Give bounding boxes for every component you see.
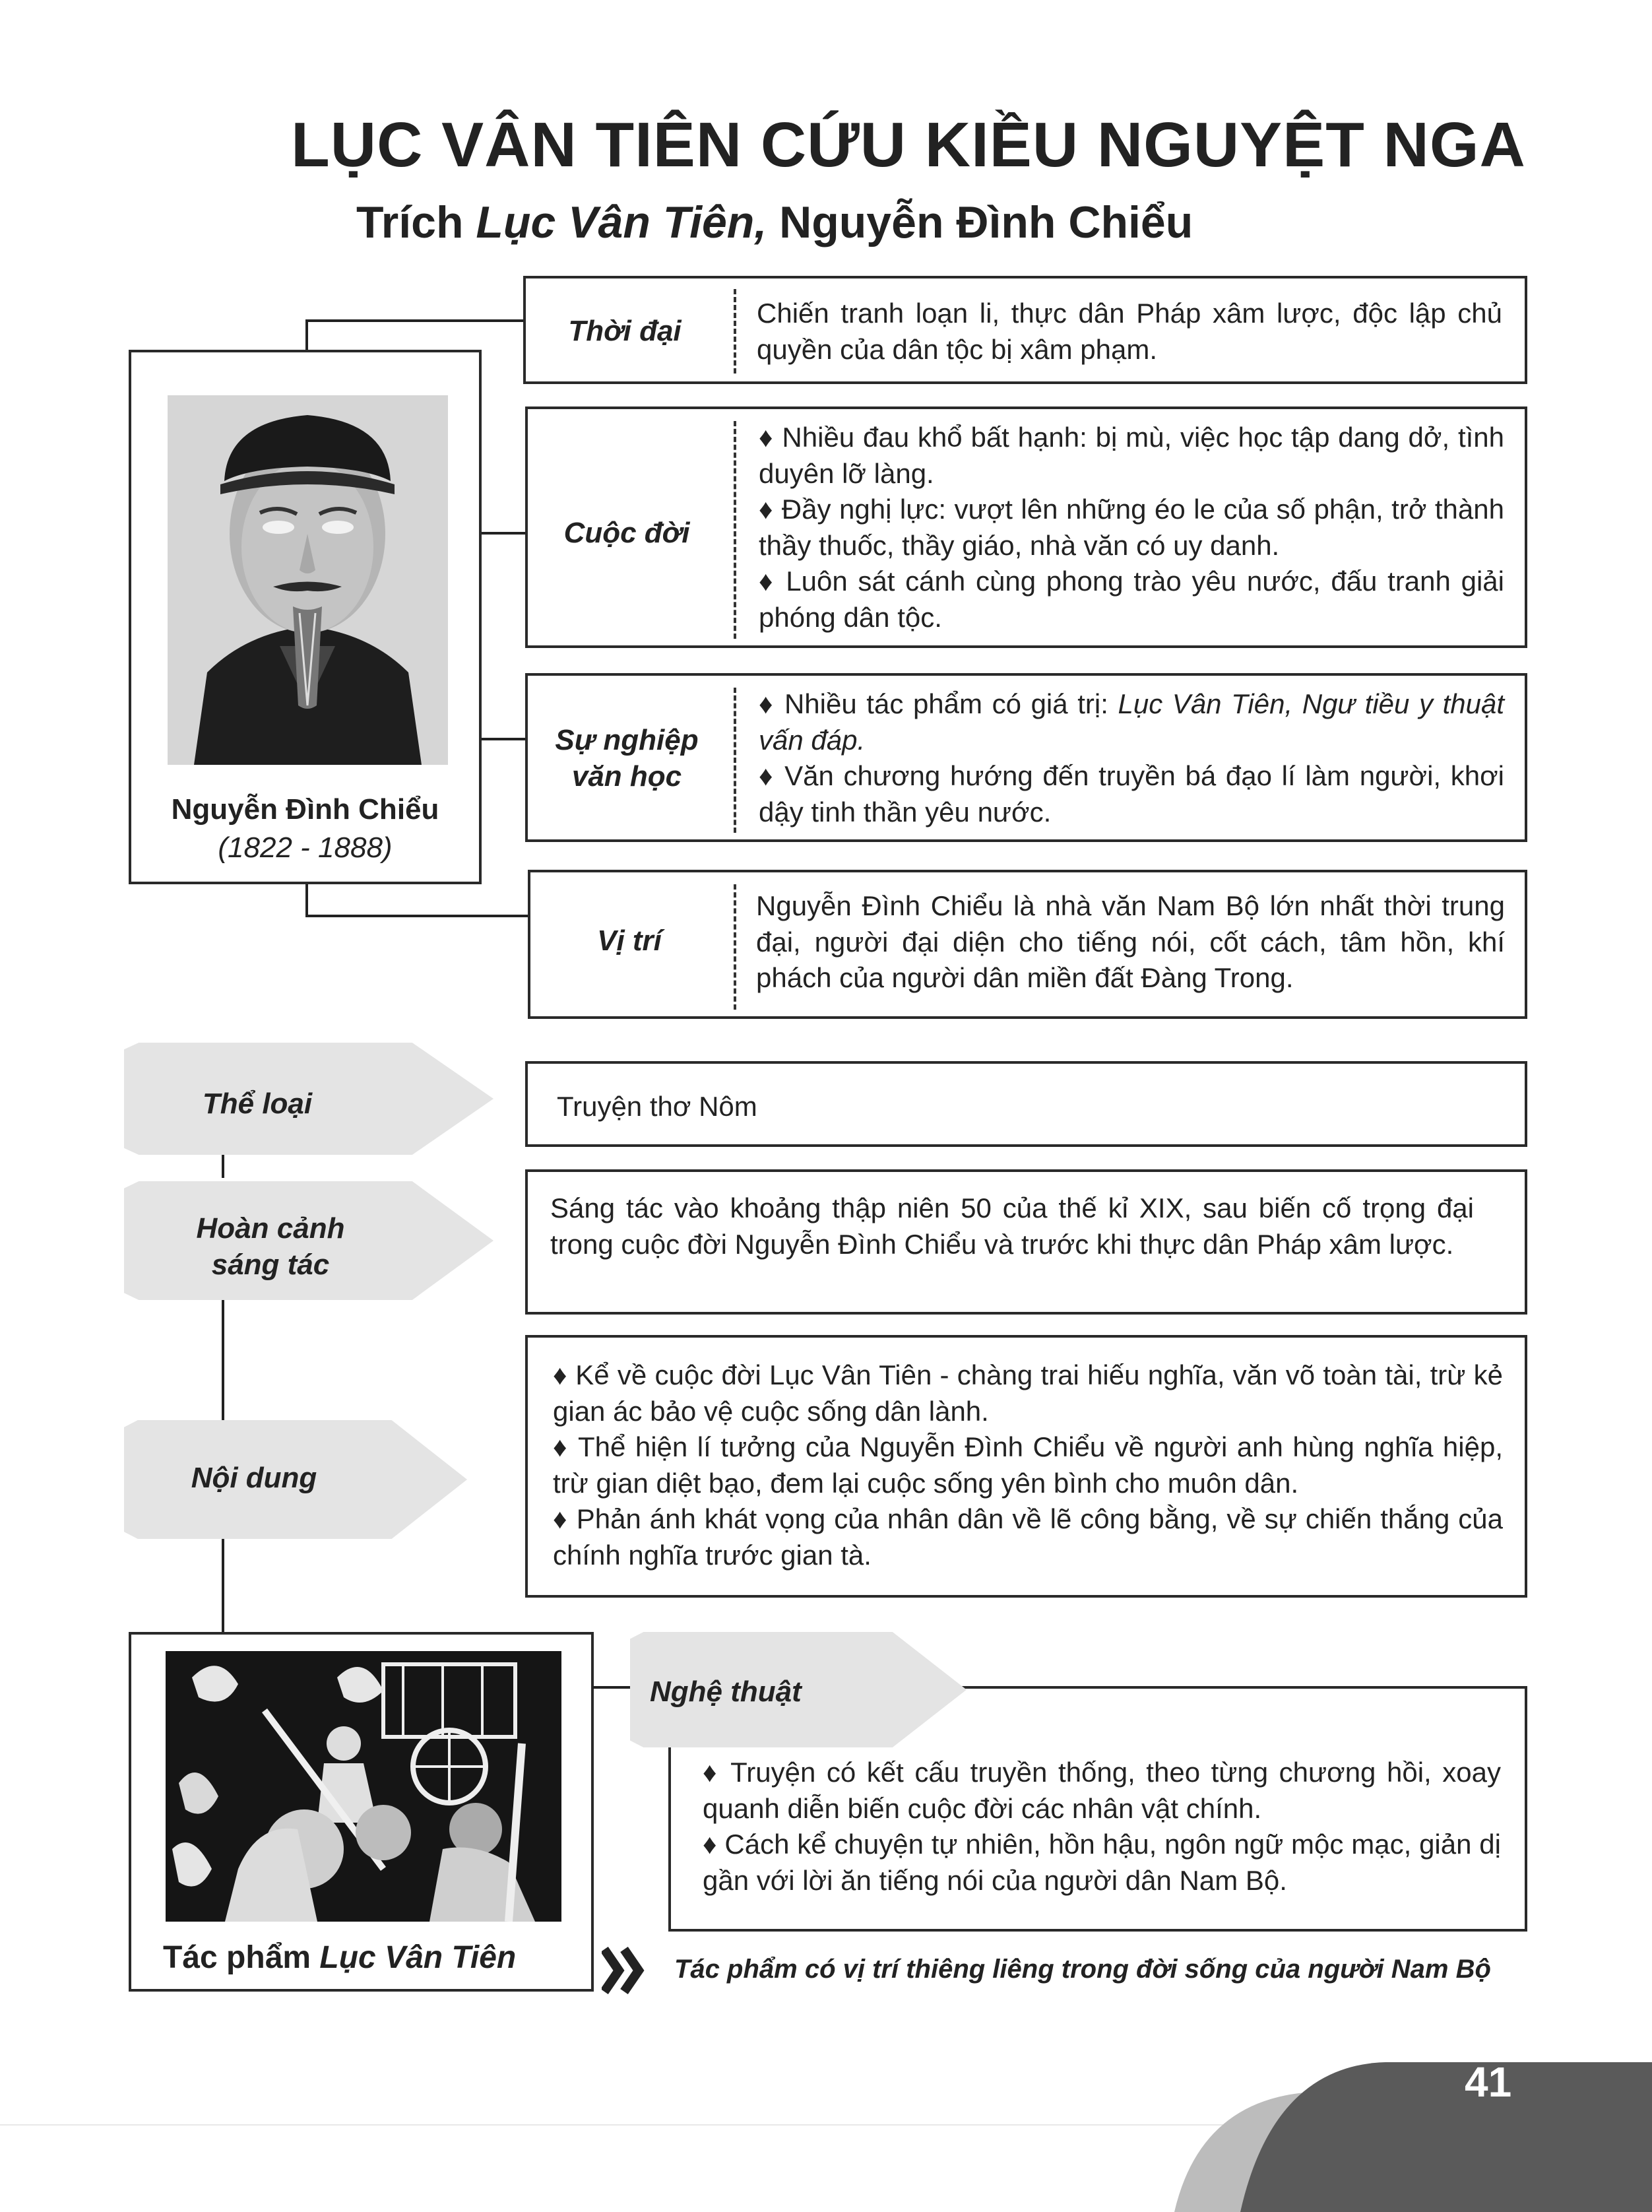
era-box <box>523 276 1527 384</box>
work-caption-title: Lục Vân Tiên <box>319 1940 517 1975</box>
career-item <box>759 686 1504 758</box>
divider <box>734 421 736 639</box>
subtitle-work: Lục Vân Tiên, <box>476 197 767 247</box>
double-chevron-right-icon <box>602 1945 648 1996</box>
context-text: Sáng tác vào khoảng thập niên 50 của thế kỉ XIX, sau biến cố trọng đại trong cuộc đời Nguyễn Đình Chiểu và trước khi thực dân Pháp xâm lược. <box>550 1192 1474 1260</box>
conclusion-text: Tác phẩm có vị trí thiêng liêng trong đời sống của người Nam Bộ <box>674 1955 1491 1984</box>
page-title: LỤC VÂN TIÊN CỨU KIỀU NGUYỆT NGA <box>291 110 1526 180</box>
career-item-prefix: ♦ Nhiều tác phẩm có giá trị: <box>759 688 1118 719</box>
career-works: Lục Vân Tiên, Ngư tiều y thuật vấn đáp. <box>759 688 1504 756</box>
author-name: Nguyễn Đình Chiểu <box>171 793 439 826</box>
double-chevron-right-icon-svg <box>602 1945 648 1996</box>
subtitle-prefix: Trích <box>356 197 476 247</box>
context-box <box>525 1169 1527 1315</box>
life-item: ♦ Nhiều đau khổ bất hạnh: bị mù, việc học tập dang dở, tình duyên lỡ làng. <box>759 422 1504 489</box>
work-caption-prefix: Tác phẩm <box>163 1940 320 1975</box>
career-item: ♦ Văn chương hướng đến truyền bá đạo lí làm người, khơi dậy tinh thần yêu nước. <box>759 760 1504 828</box>
battle-scene-drawing <box>166 1651 561 1922</box>
content-item: ♦ Thể hiện lí tưởng của Nguyễn Đình Chiểu về người anh hùng nghĩa hiệp, trừ gian diệt bạo, đem lại cuộc sống yên bình cho muôn dân. <box>553 1431 1503 1499</box>
content-label: Nội dung <box>191 1462 317 1494</box>
art-label: Nghệ thuật <box>650 1675 802 1708</box>
career-label-line: Sự nghiệp <box>555 724 699 756</box>
career-text <box>759 686 1504 830</box>
art-item: ♦ Truyện có kết cấu truyền thống, theo từng chương hồi, xoay quanh diễn biến cuộc đời các nhân vật chính. <box>703 1757 1501 1824</box>
work-illustration <box>166 1651 561 1922</box>
page-number: 41 <box>1465 2058 1512 2106</box>
art-text <box>703 1755 1501 1899</box>
career-label <box>528 722 726 795</box>
divider <box>734 884 736 1010</box>
context-label-line: Hoàn cảnh <box>196 1212 345 1245</box>
content-item: ♦ Kể về cuộc đời Lục Vân Tiên - chàng trai hiếu nghĩa, văn võ toàn tài, trừ kẻ gian ác bảo vệ cuộc sống dân lành. <box>553 1359 1503 1427</box>
career-box <box>525 673 1527 842</box>
divider <box>734 289 736 374</box>
connector-line <box>222 1152 224 1178</box>
position-box <box>528 870 1527 1019</box>
life-text <box>759 420 1504 636</box>
content-item: ♦ Phản ánh khát vọng của nhân dân về lẽ công bằng, về sự chiến thắng của chính nghĩa trước gian tà. <box>553 1503 1503 1571</box>
era-text: Chiến tranh loạn li, thực dân Pháp xâm lược, độc lập chủ quyền của dân tộc bị xâm phạm. <box>757 298 1502 365</box>
content-box <box>525 1335 1527 1598</box>
connector-line <box>305 915 528 917</box>
page-subtitle <box>356 197 1193 248</box>
career-label-line: văn học <box>571 760 682 793</box>
author-card <box>129 350 482 884</box>
context-label-line: sáng tác <box>211 1249 330 1281</box>
work-caption <box>163 1939 516 1976</box>
position-text: Nguyễn Đình Chiểu là nhà văn Nam Bộ lớn nhất thời trung đại, người đại diện cho tiếng nói, cốt cách, tâm hồn, khí phách của người dân miền đất Đàng Trong. <box>756 890 1505 994</box>
subtitle-author: Nguyễn Đình Chiểu <box>767 197 1193 247</box>
content-text <box>553 1357 1503 1574</box>
divider <box>734 688 736 833</box>
connector-line <box>305 319 525 322</box>
genre-label: Thể loại <box>202 1088 313 1120</box>
genre-text: Truyện thơ Nôm <box>557 1091 757 1122</box>
context-label <box>132 1210 409 1283</box>
work-card <box>129 1632 594 1992</box>
art-item: ♦ Cách kể chuyện tự nhiên, hồn hậu, ngôn ngữ mộc mạc, giản dị gần với lời ăn tiếng nói của người dân Nam Bộ. <box>703 1829 1501 1896</box>
connector-line <box>480 738 525 740</box>
connector-line <box>305 319 308 351</box>
footer-decoration <box>0 2046 1652 2212</box>
connector-line <box>305 883 308 917</box>
life-label: Cuộc đời <box>563 517 690 549</box>
life-item: ♦ Luôn sát cánh cùng phong trào yêu nước, đấu tranh giải phóng dân tộc. <box>759 566 1504 633</box>
era-label: Thời đại <box>568 315 682 347</box>
position-label: Vị trí <box>597 925 662 957</box>
connector-line <box>222 1297 224 1422</box>
author-portrait-drawing <box>168 395 448 765</box>
life-box <box>525 407 1527 648</box>
connector-line <box>480 532 525 535</box>
author-years: (1822 - 1888) <box>218 831 393 864</box>
genre-box <box>525 1061 1527 1147</box>
author-portrait <box>168 395 448 765</box>
connector-line <box>222 1538 224 1633</box>
life-item: ♦ Đầy nghị lực: vượt lên những éo le của số phận, trở thành thầy thuốc, thầy giáo, nhà văn có uy danh. <box>759 494 1504 561</box>
